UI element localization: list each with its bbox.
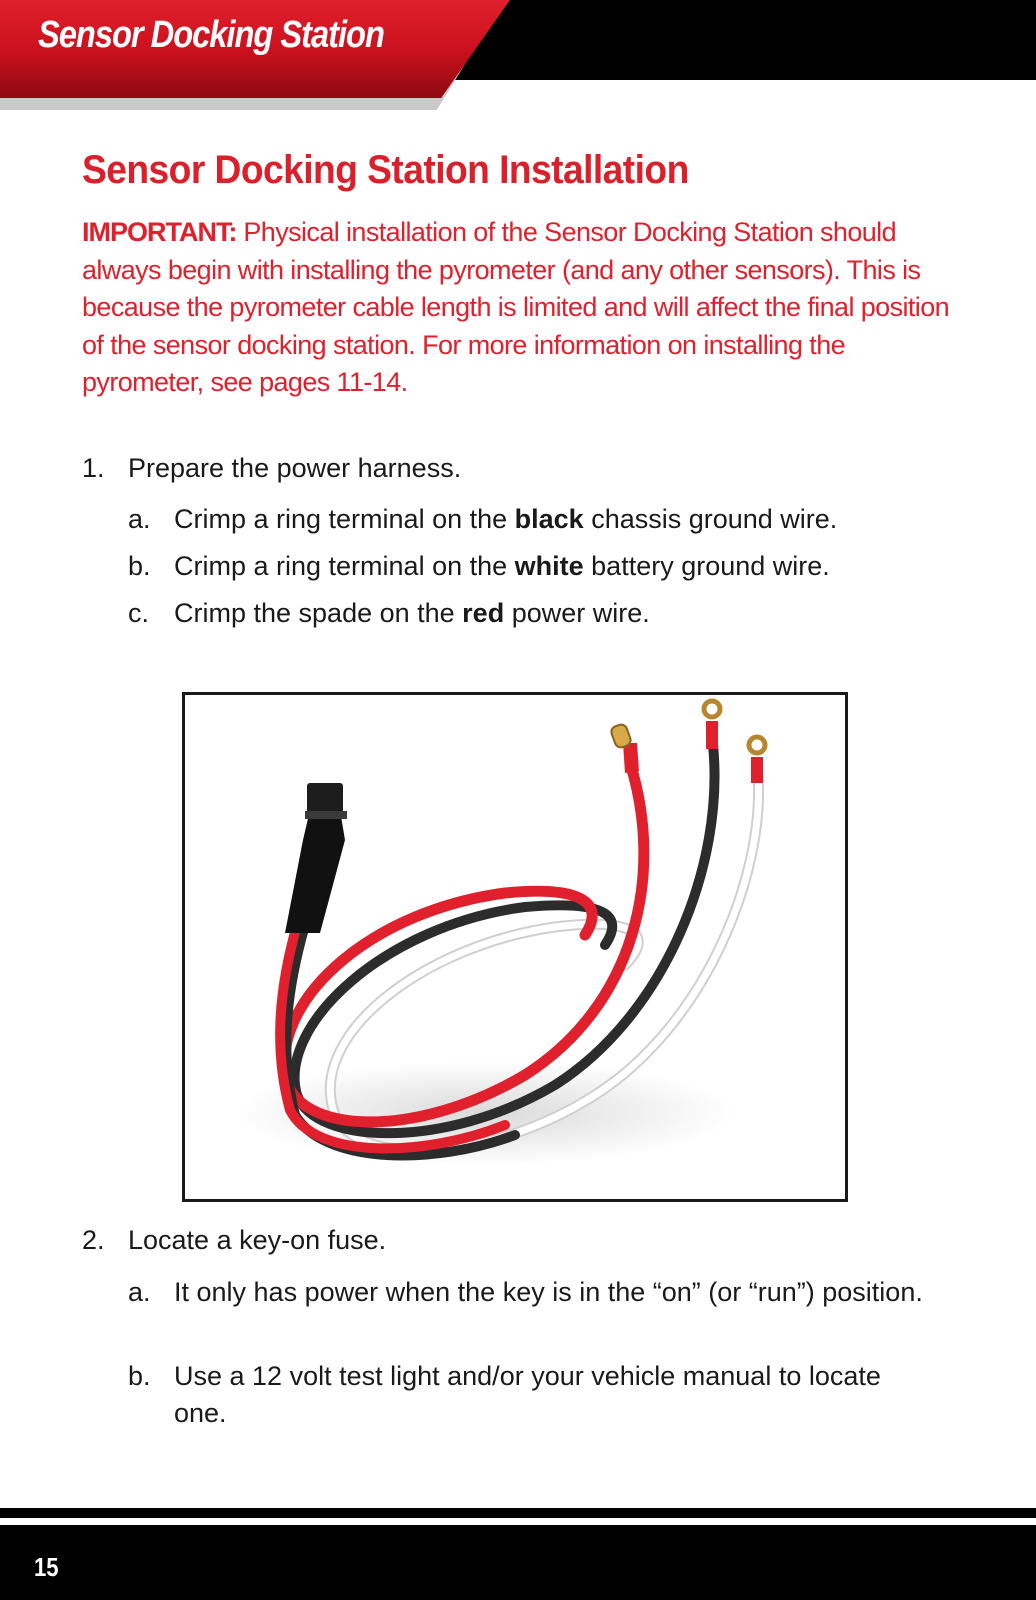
substep-letter: b. — [128, 551, 151, 581]
text-run: chassis ground wire. — [583, 504, 838, 534]
text-run: Crimp a ring terminal on the — [174, 504, 515, 534]
substep-letter: c. — [128, 598, 150, 628]
step-text: Prepare the power harness. — [128, 453, 462, 483]
text-run: battery ground wire. — [583, 551, 830, 581]
bold-word: white — [514, 551, 584, 581]
connector-boot — [285, 810, 345, 933]
substep-text: Use a 12 volt test light and/or your vehicle manual to locate one. — [174, 1361, 881, 1428]
step-1 — [82, 450, 882, 487]
substep-letter: b. — [128, 1361, 151, 1391]
section-title: Sensor Docking Station — [38, 14, 384, 56]
important-label: IMPORTANT: — [82, 217, 237, 247]
ring-terminal-icon — [704, 701, 720, 717]
substep-letter: a. — [128, 504, 151, 534]
white-wire-insulator — [751, 757, 763, 783]
connector-head — [307, 783, 343, 813]
text-run: power wire. — [504, 598, 650, 628]
step-2 — [82, 1222, 882, 1259]
connector-collar — [305, 811, 347, 819]
black-wire-insulator — [706, 721, 718, 749]
step-number: 1. — [82, 453, 105, 483]
bold-word: black — [514, 504, 584, 534]
bold-word: red — [462, 598, 505, 628]
red-wire-insulator — [623, 743, 639, 773]
step-text: Locate a key-on fuse. — [128, 1225, 387, 1255]
power-harness-illustration — [185, 695, 845, 1199]
important-text: Physical installation of the Sensor Docking Station should always begin with installing the pyrometer (and any other sensors). This is because the pyrometer cable length is limited and will affect the final position of the sensor docking station. For more information on installing the pyrometer, see pages 11-14. — [82, 217, 950, 397]
power-harness-figure — [182, 692, 848, 1202]
footer-bar — [0, 1525, 1036, 1600]
substep-text — [174, 501, 934, 538]
spade-terminal-icon — [610, 723, 633, 749]
footer-rule — [0, 1508, 1036, 1518]
text-run: Crimp a ring terminal on the — [174, 551, 515, 581]
page-title: Sensor Docking Station Installation — [82, 148, 689, 192]
substep-text — [174, 548, 934, 585]
substep-letter: a. — [128, 1277, 151, 1307]
page-number: 15 — [34, 1552, 59, 1582]
substep-text: It only has power when the key is in the “on” (or “run”) position. — [174, 1277, 923, 1307]
substep-text — [174, 595, 934, 632]
ring-terminal-icon — [749, 737, 765, 753]
important-note — [82, 214, 962, 402]
text-run: Crimp the spade on the — [174, 598, 463, 628]
step-number: 2. — [82, 1225, 105, 1255]
